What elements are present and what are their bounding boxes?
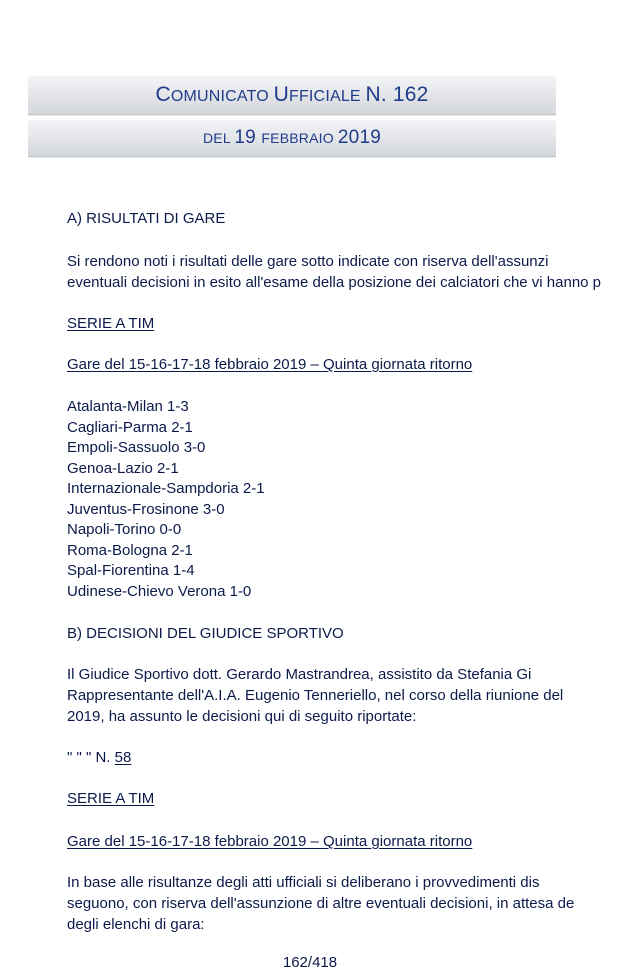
title-part: U bbox=[273, 83, 289, 106]
result-item: Genoa-Lazio 2-1 bbox=[67, 459, 179, 477]
page-number: 162/418 bbox=[282, 954, 338, 971]
result-item: Roma-Bologna 2-1 bbox=[67, 541, 193, 559]
section-b-para-line-3: 2019, ha assunto le decisioni qui di seguito riportate: bbox=[67, 708, 417, 725]
document-title bbox=[155, 83, 428, 107]
header-title-band bbox=[28, 76, 556, 115]
section-b-para-line-2: Rappresentante dell'A.I.A. Eugenio Tenneriello, nel corso della riunione del bbox=[67, 687, 564, 704]
section-b-para2-line-2: seguono, con riserva dell'assunzione di altre eventuali decisioni, in attesa de bbox=[67, 895, 575, 912]
reference-prefix: " " " N. bbox=[67, 749, 115, 766]
reference-number: 58 bbox=[114, 749, 132, 766]
communique-reference bbox=[67, 749, 131, 766]
date-part: FEBBRAIO bbox=[261, 130, 338, 146]
section-b-heading: B) DECISIONI DEL GIUDICE SPORTIVO bbox=[67, 625, 344, 642]
title-part: FFICIALE bbox=[288, 88, 366, 105]
result-item: Udinese-Chievo Verona 1-0 bbox=[67, 582, 252, 600]
section-b-para2-line-3: degli elenchi di gara: bbox=[67, 916, 205, 933]
result-item: Internazionale-Sampdoria 2-1 bbox=[67, 480, 265, 497]
section-a-league-heading: SERIE A TIM bbox=[67, 315, 155, 332]
date-part: 2019 bbox=[337, 127, 381, 148]
document-date bbox=[203, 127, 381, 149]
header-date-band bbox=[28, 120, 556, 157]
result-item: Empoli-Sassuolo 3-0 bbox=[67, 439, 206, 456]
section-a-intro-line-2: eventuali decisioni in esito all'esame della posizione dei calciatori che vi hanno p bbox=[67, 274, 602, 291]
result-item: Atalanta-Milan 1-3 bbox=[67, 398, 189, 415]
result-item: Napoli-Torino 0-0 bbox=[67, 521, 182, 538]
date-part: 19 bbox=[234, 127, 262, 148]
result-item: Juventus-Frosinone 3-0 bbox=[67, 500, 225, 518]
section-b-round-heading: Gare del 15-16-17-18 febbraio 2019 – Quinta giornata ritorno bbox=[67, 833, 473, 850]
section-b-para2-line-1: In base alle risultanze degli atti ufficiali si deliberano i provvedimenti dis bbox=[67, 874, 540, 891]
section-a-heading: A) RISULTATI DI GARE bbox=[67, 210, 226, 227]
title-part: C bbox=[155, 83, 171, 106]
title-part: OMUNICATO bbox=[170, 88, 274, 105]
section-a-round-heading: Gare del 15-16-17-18 febbraio 2019 – Quinta giornata ritorno bbox=[67, 356, 473, 373]
date-part: DEL bbox=[203, 130, 235, 146]
section-a-intro-line-1: Si rendono noti i risultati delle gare sotto indicate con riserva dell'assunzi bbox=[67, 253, 549, 270]
section-b-para-line-1: Il Giudice Sportivo dott. Gerardo Mastrandrea, assistito da Stefania Gi bbox=[67, 666, 532, 683]
section-b-league-heading: SERIE A TIM bbox=[67, 790, 155, 807]
result-item: Spal-Fiorentina 1-4 bbox=[67, 562, 195, 579]
result-item: Cagliari-Parma 2-1 bbox=[67, 418, 193, 436]
title-part: N. 162 bbox=[365, 83, 429, 106]
